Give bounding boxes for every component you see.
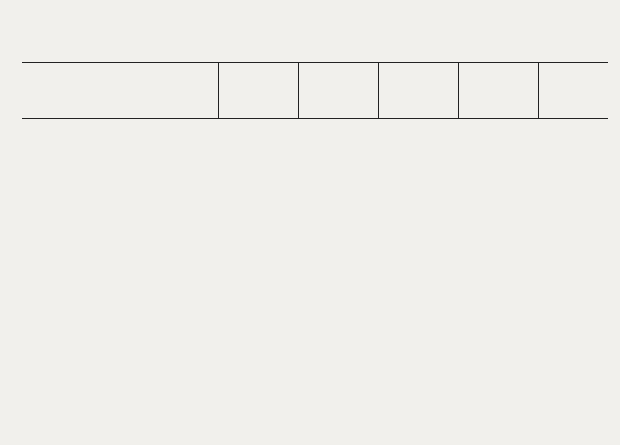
header-top-rule bbox=[22, 62, 608, 63]
column-divider bbox=[378, 62, 379, 118]
column-divider bbox=[298, 62, 299, 118]
column-divider bbox=[458, 62, 459, 118]
column-divider bbox=[538, 62, 539, 118]
header-bottom-rule bbox=[22, 118, 608, 119]
column-divider bbox=[218, 62, 219, 118]
